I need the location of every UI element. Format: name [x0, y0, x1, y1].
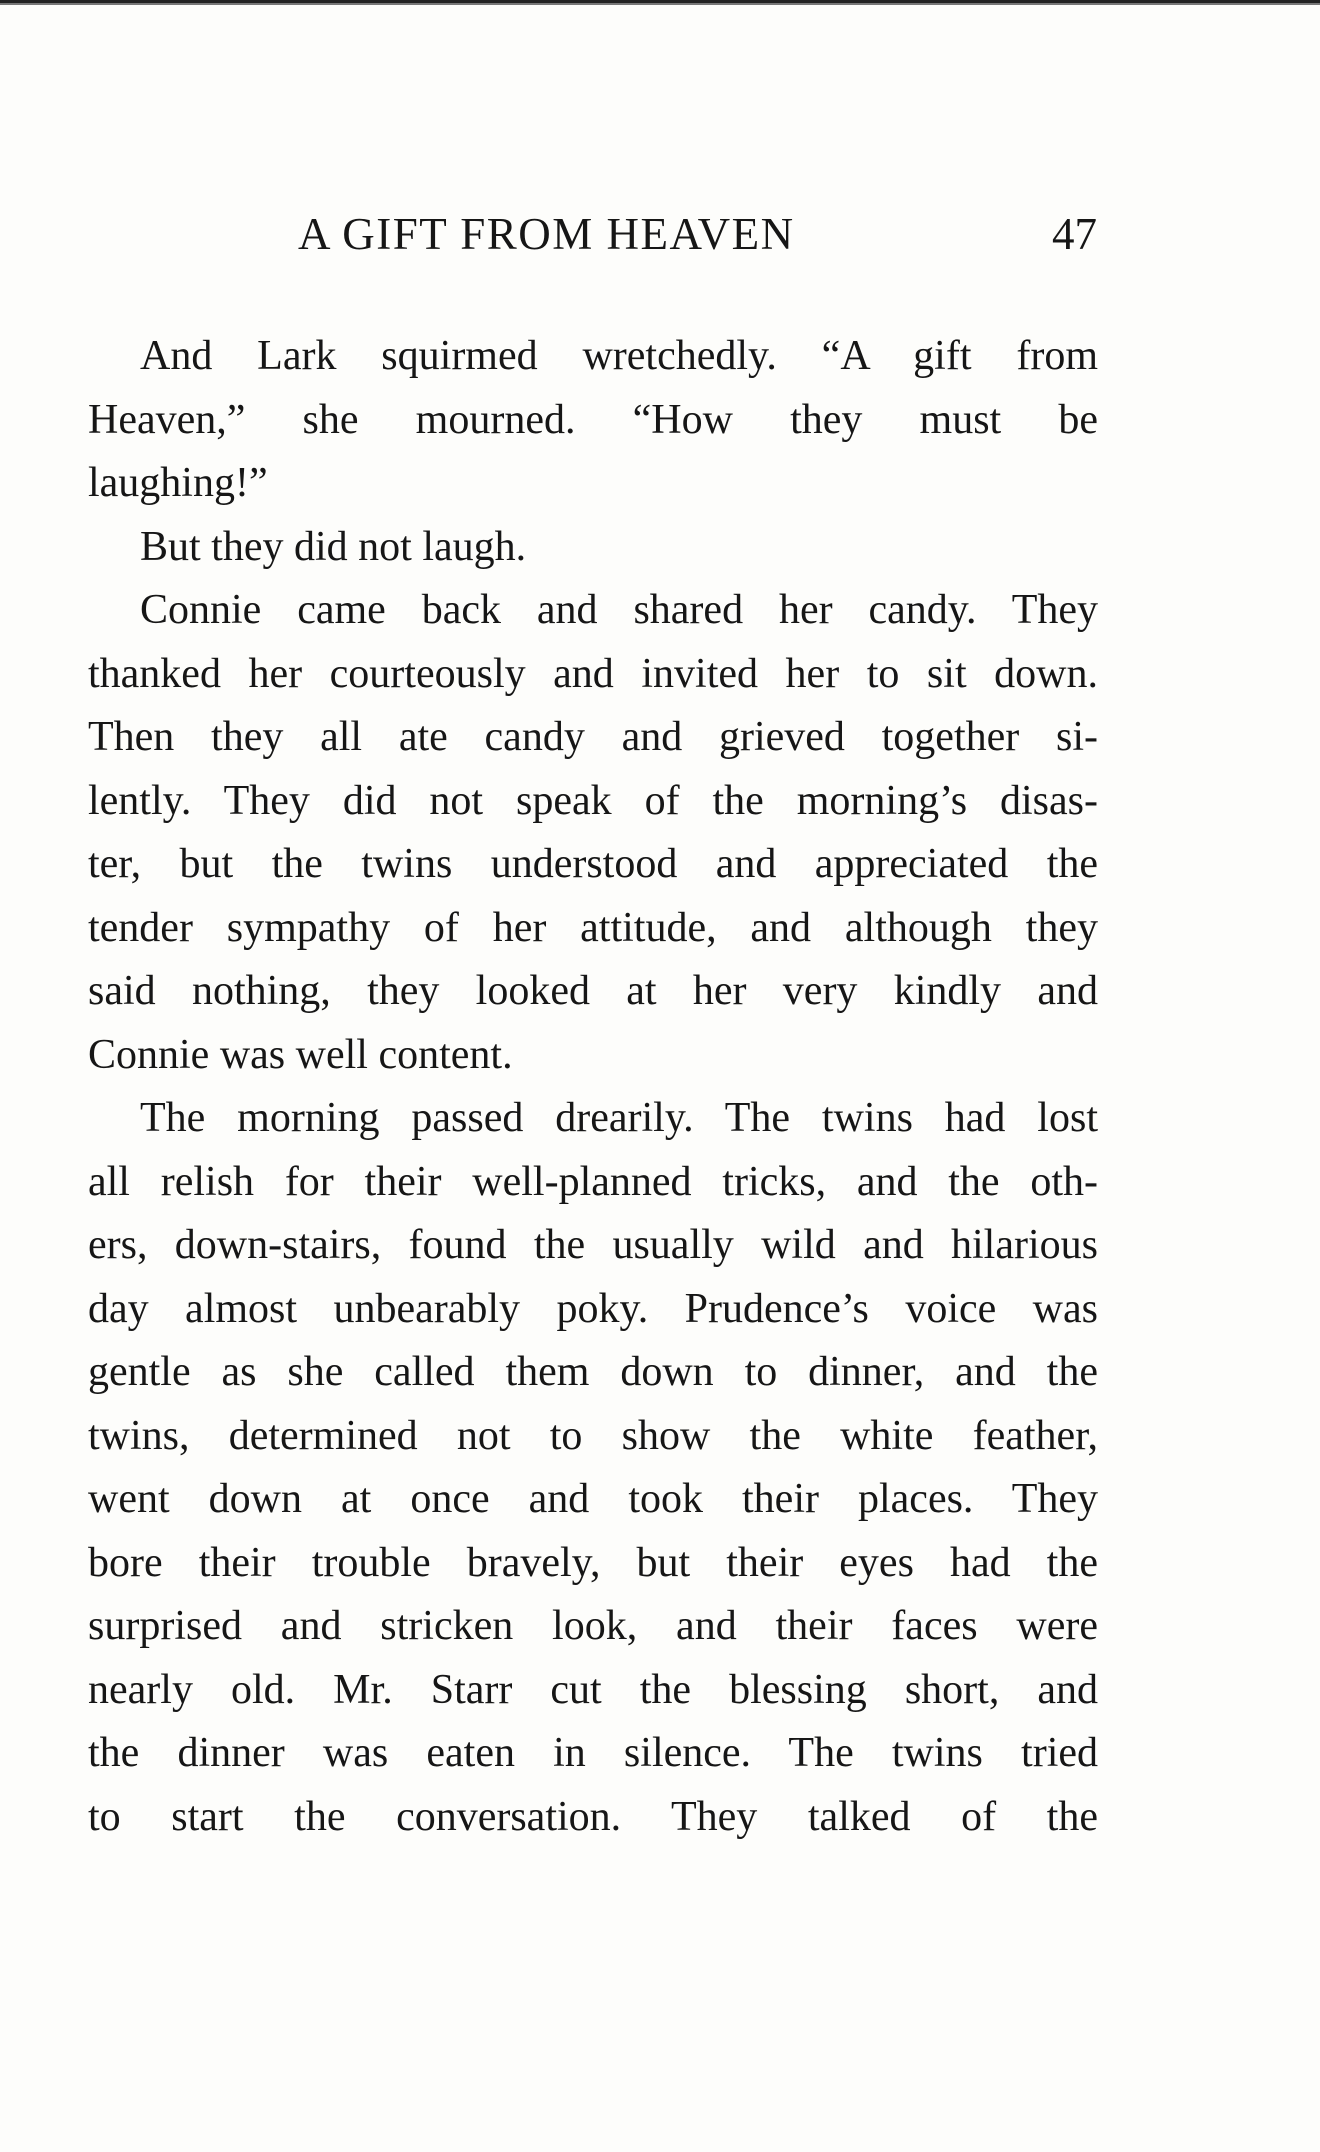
text-line: lently. They did not speak of the morning’s disas- [88, 777, 1098, 824]
text-line: ter, but the twins understood and appreciated the [88, 841, 1098, 887]
running-head: A GIFT FROM HEAVEN [298, 209, 795, 259]
text-line: ers, down-stairs, found the usually wild and hilarious [88, 1222, 1098, 1268]
text-line: said nothing, they looked at her very kindly and [88, 968, 1098, 1014]
text-line: thanked her courteously and invited her to sit down. [88, 650, 1098, 697]
text-line: went down at once and took their places. They [88, 1476, 1098, 1522]
text-line: to start the conversation. They talked of the [88, 1793, 1098, 1840]
page-header [0, 208, 1320, 268]
text-line: the dinner was eaten in silence. The twins tried [88, 1730, 1098, 1776]
body-text [88, 325, 1098, 1849]
text-line: Then they all ate candy and grieved together si- [88, 714, 1098, 760]
text-line: Connie was well content. [88, 1031, 513, 1078]
text-line: twins, determined not to show the white feather, [88, 1412, 1098, 1459]
text-line: bore their trouble bravely, but their eyes had the [88, 1539, 1098, 1586]
page-top-edge-rule [0, 0, 1320, 7]
text-line: all relish for their well-planned tricks, and the oth- [88, 1158, 1098, 1205]
text-line: day almost unbearably poky. Prudence’s voice was [88, 1285, 1098, 1332]
text-line: nearly old. Mr. Starr cut the blessing short, and [88, 1666, 1098, 1713]
text-line: gentle as she called them down to dinner, and the [88, 1349, 1098, 1395]
page-number: 47 [1052, 209, 1097, 259]
text-line: But they did not laugh. [140, 523, 527, 570]
text-line: The morning passed drearily. The twins had lost [140, 1095, 1098, 1141]
text-line: Heaven,” she mourned. “How they must be [88, 396, 1098, 443]
text-line: And Lark squirmed wretchedly. “A gift from [140, 333, 1098, 379]
text-line: laughing!” [88, 460, 268, 506]
text-line: Connie came back and shared her candy. They [140, 587, 1098, 633]
text-line: tender sympathy of her attitude, and although they [88, 904, 1098, 951]
text-line: surprised and stricken look, and their faces were [88, 1603, 1098, 1649]
